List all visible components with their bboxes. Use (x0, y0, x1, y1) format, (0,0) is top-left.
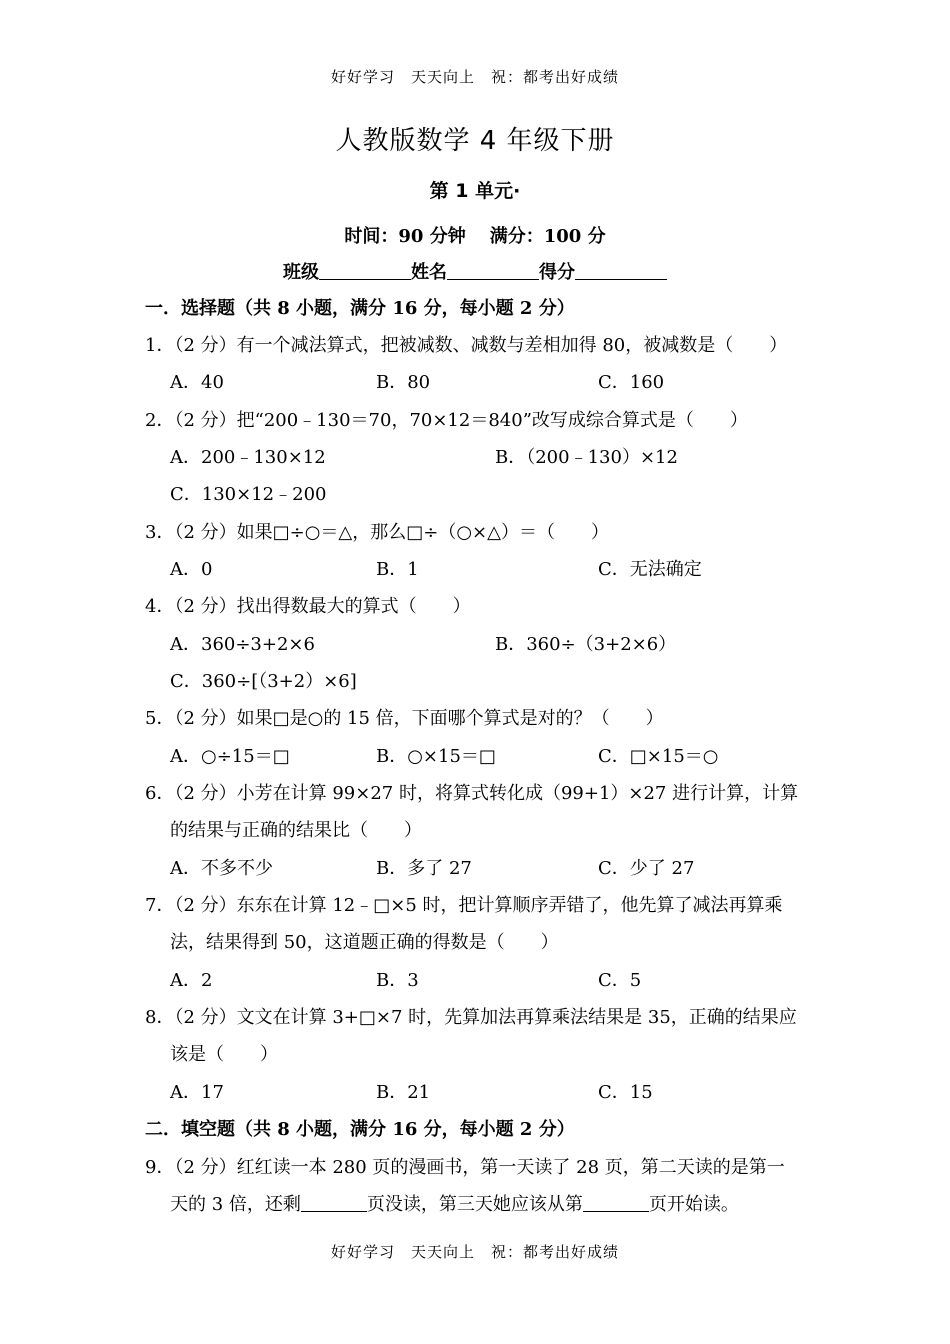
option-a[interactable]: A．17 (170, 1082, 224, 1103)
question-text: 天的 3 倍，还剩 (170, 1194, 301, 1215)
section-2-title: 二．填空题（共 8 小题，满分 16 分，每小题 2 分） (145, 1119, 575, 1140)
question-9-line-2 (0, 1192, 950, 1218)
option-a[interactable]: A．360÷3+2×6 (170, 634, 315, 655)
option-a[interactable]: A．0 (170, 559, 213, 580)
question-text: 法，结果得到 50，这道题正确的得数是（ ） (170, 932, 559, 953)
question-5 (0, 706, 950, 732)
option-c[interactable]: C．无法确定 (598, 559, 702, 580)
question-1 (0, 333, 950, 359)
question-text: 1．（2 分）有一个减法算式，把被减数、减数与差相加得 80，被减数是（ ） (145, 335, 788, 356)
full-marks-label: 满分：100 分 (489, 226, 606, 247)
question-4-options (0, 632, 950, 658)
question-3 (0, 520, 950, 546)
option-c[interactable]: C．15 (598, 1082, 653, 1103)
class-label: 班级 (283, 262, 319, 283)
question-text: 3．（2 分）如果□÷○＝△，那么□÷（○×△）＝（ ） (145, 522, 609, 543)
option-c[interactable]: C．160 (598, 372, 665, 393)
section-1-title: 一．选择题（共 8 小题，满分 16 分，每小题 2 分） (145, 298, 575, 319)
option-b[interactable]: B．多了 27 (376, 858, 472, 879)
answer-blank[interactable] (301, 1193, 367, 1212)
question-text: 4．（2 分）找出得数最大的算式（ ） (145, 596, 471, 617)
name-blank[interactable] (447, 261, 539, 280)
option-b[interactable]: B．3 (376, 970, 419, 991)
option-c[interactable]: C．360÷[（3+2）×6] (170, 671, 357, 692)
question-9 (0, 1155, 950, 1181)
question-3-options (0, 557, 950, 583)
unit-title: 第 1 单元· (429, 180, 521, 202)
question-text: 7．（2 分）东东在计算 12﹣□×5 时，把计算顺序弄错了，他先算了减法再算乘 (145, 895, 783, 916)
question-4-options-2 (0, 669, 950, 695)
question-2-options (0, 445, 950, 471)
name-fields (0, 258, 950, 284)
option-c[interactable]: C．□×15＝○ (598, 746, 719, 767)
question-7-options (0, 968, 950, 994)
page-title: 人教版数学 4 年级下册 (335, 126, 615, 156)
question-text: 9．（2 分）红红读一本 280 页的漫画书，第一天读了 28 页，第二天读的是第一 (145, 1157, 785, 1178)
question-2-options-2 (0, 482, 950, 508)
question-5-options (0, 744, 950, 770)
question-6-line-2 (0, 818, 950, 844)
question-6-options (0, 856, 950, 882)
question-text: 的结果与正确的结果比（ ） (170, 820, 422, 841)
class-blank[interactable] (319, 261, 411, 280)
option-c[interactable]: C．130×12﹣200 (170, 484, 327, 505)
section-title (0, 1117, 950, 1143)
score-label: 得分 (539, 262, 575, 283)
option-a[interactable]: A．○÷15＝□ (170, 746, 290, 767)
page-footer: 好好学习 天天向上 祝：都考出好成绩 (330, 1243, 619, 1261)
question-text: 页没读，第三天她应该从第 (366, 1194, 583, 1215)
option-b[interactable]: B．80 (376, 372, 431, 393)
option-c[interactable]: C．5 (598, 970, 642, 991)
exam-info (0, 222, 950, 248)
answer-blank[interactable] (583, 1193, 649, 1212)
question-8-options (0, 1080, 950, 1106)
question-7 (0, 893, 950, 919)
question-4 (0, 594, 950, 620)
question-text: 2．（2 分）把“200﹣130＝70，70×12＝840”改写成综合算式是（ ） (145, 410, 748, 431)
option-b[interactable]: B．（200﹣130）×12 (495, 447, 678, 468)
question-text: 6．（2 分）小芳在计算 99×27 时，将算式转化成（99+1）×27 进行计算，计算 (145, 783, 799, 804)
option-a[interactable]: A．不多不少 (170, 858, 273, 879)
score-blank[interactable] (575, 261, 667, 280)
question-8 (0, 1005, 950, 1031)
option-b[interactable]: B．○×15＝□ (376, 746, 496, 767)
question-text: 5．（2 分）如果□是○的 15 倍，下面哪个算式是对的？（ ） (145, 708, 664, 729)
option-a[interactable]: A．2 (170, 970, 213, 991)
option-b[interactable]: B．21 (376, 1082, 431, 1103)
option-c[interactable]: C．少了 27 (598, 858, 695, 879)
option-a[interactable]: A．40 (170, 372, 224, 393)
question-7-line-2 (0, 930, 950, 956)
question-8-line-2 (0, 1042, 950, 1068)
time-label: 时间：90 分钟 (344, 226, 466, 247)
section-title (0, 296, 950, 322)
question-1-options (0, 370, 950, 396)
option-b[interactable]: B．1 (376, 559, 419, 580)
question-2 (0, 408, 950, 434)
question-text: 页开始读。 (648, 1194, 739, 1215)
page-header: 好好学习 天天向上 祝：都考出好成绩 (330, 68, 619, 86)
option-b[interactable]: B．360÷（3+2×6） (495, 634, 677, 655)
question-text: 8．（2 分）文文在计算 3+□×7 时，先算加法再算乘法结果是 35，正确的结果应 (145, 1007, 797, 1028)
question-6 (0, 781, 950, 807)
name-label: 姓名 (411, 262, 447, 283)
option-a[interactable]: A．200﹣130×12 (170, 447, 326, 468)
question-text: 该是（ ） (170, 1044, 278, 1065)
